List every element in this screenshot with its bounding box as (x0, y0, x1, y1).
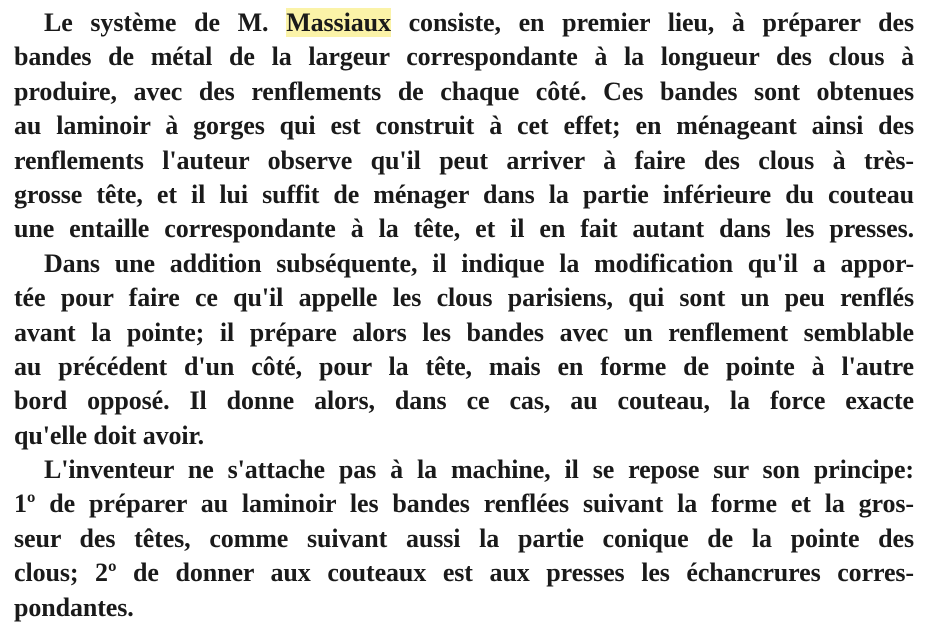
text-line: clous; 2º de donner aux couteaux est aux presses les échancrures corres- (14, 558, 914, 588)
text-line: avant la pointe; il prépare alors les bandes avec un renflement semblable (14, 317, 914, 347)
text-line: pondantes. (14, 592, 134, 622)
paragraph-3 (14, 453, 914, 625)
text-line: qu'elle doit avoir. (14, 420, 204, 450)
text-line: bandes de métal de la largeur correspondante à la longueur des clous à (14, 42, 914, 72)
text-segment: consiste, en premier lieu, à préparer des (390, 8, 914, 37)
text-line: au précédent d'un côté, pour la tête, mais en forme de pointe à l'autre (14, 351, 914, 381)
text-line: produire, avec des renflements de chaque côté. Ces bandes sont obtenues (14, 76, 914, 106)
text-line: 1º de préparer au laminoir les bandes renflées suivant la forme et la gros- (14, 489, 914, 519)
text-line: grosse tête, et il lui suffit de ménager dans la partie inférieure du couteau (14, 179, 914, 209)
text-line (14, 6, 914, 40)
text-line: bord opposé. Il donne alors, dans ce cas, au couteau, la force exacte (14, 386, 914, 416)
text-line: renflements l'auteur observe qu'il peut arriver à faire des clous à très- (14, 145, 914, 175)
text-line: L'inventeur ne s'attache pas à la machine, il se repose sur son principe: (44, 455, 914, 485)
text-line: au laminoir à gorges qui est construit à cet effet; en ménageant ainsi des (14, 111, 914, 141)
highlighted-name: Massiaux (286, 8, 391, 37)
document-page (14, 6, 914, 625)
text-line: seur des têtes, comme suivant aussi la partie conique de la pointe des (14, 523, 914, 553)
text-segment: Le système de M. (44, 8, 287, 37)
paragraph-1 (14, 6, 914, 247)
text-line: une entaille correspondante à la tête, et il en fait autant dans les presses. (14, 214, 914, 244)
text-line: Dans une addition subséquente, il indique la modification qu'il a appor- (44, 248, 914, 278)
text-line: tée pour faire ce qu'il appelle les clous parisiens, qui sont un peu renflés (14, 283, 914, 313)
paragraph-2 (14, 247, 914, 453)
